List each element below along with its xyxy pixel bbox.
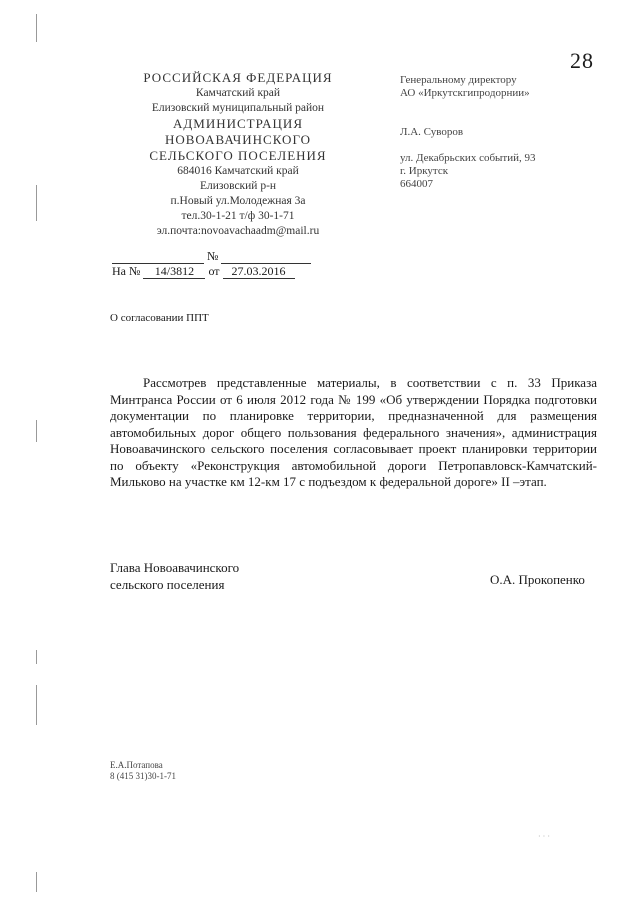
letter-body: Рассмотрев представленные материалы, в соответствии с п. 33 Приказа Минтранса России от 6 июля 2012 года № 199 «Об утверждении Порядка подготовки документации по планировке территории, предназначенной для размещения автомобильных дорог общего пользования федерального значения», администрация Новоавачинского сельского поселения согласовывает проект планировки территории по объекту «Реконструкция автомобильной дороги Петропавловск-Камчатский-Мильково на участке км 12-км 17 с подъездом к федеральной дороге» II –этап.	[110, 375, 597, 489]
margin-scan-mark	[36, 872, 37, 892]
incoming-number: 14/3812	[143, 265, 205, 279]
addressee-city: г. Иркутск	[400, 165, 449, 177]
addressee-line2: АО «Иркутскгипродорнии»	[400, 87, 530, 99]
margin-scan-mark	[36, 14, 37, 42]
margin-scan-mark	[36, 420, 37, 442]
addressee-street: ул. Декабрьских событий, 93	[400, 152, 536, 164]
executor-phone: 8 (415 31)30-1-71	[110, 771, 176, 781]
scan-artifact: · · ·	[538, 832, 550, 841]
letterhead-street: п.Новый ул.Молодежная 3а	[170, 195, 306, 207]
outgoing-number-label: №	[207, 249, 219, 263]
incoming-date: 27.03.2016	[223, 265, 295, 279]
letterhead-org-line1: АДМИНИСТРАЦИЯ	[173, 116, 303, 131]
addressee-line1: Генеральному директору	[400, 74, 517, 86]
letterhead-phone: тел.30-1-21 т/ф 30-1-71	[181, 210, 295, 222]
margin-scan-mark	[36, 650, 37, 664]
margin-scan-mark	[36, 685, 37, 725]
outgoing-reference	[112, 249, 311, 264]
outgoing-number-blank	[221, 250, 311, 264]
page-number: 28	[570, 48, 594, 73]
letterhead-org-line2: НОВОАВАЧИНСКОГО	[164, 132, 312, 147]
addressee-index: 664007	[400, 178, 433, 190]
letterhead-country: РОССИЙСКАЯ ФЕДЕРАЦИЯ	[143, 70, 333, 85]
incoming-date-label: от	[208, 264, 220, 278]
signatory-title-line1: Глава Новоавачинского	[110, 560, 240, 575]
addressee-name: Л.А. Суворов	[400, 126, 464, 138]
executor-name: Е.А.Потапова	[110, 760, 163, 770]
executor-block	[110, 760, 176, 782]
incoming-prefix: На №	[112, 264, 141, 278]
letterhead-org-line3: СЕЛЬСКОГО ПОСЕЛЕНИЯ	[149, 148, 327, 163]
letter-subject: О согласовании ППТ	[110, 312, 209, 324]
letterhead-town: Елизовский р-н	[199, 180, 277, 192]
addressee-block	[400, 74, 600, 191]
letterhead	[108, 70, 368, 239]
letterhead-district: Елизовский муниципальный район	[151, 102, 325, 114]
letterhead-index-region: 684016 Камчатский край	[177, 165, 299, 177]
outgoing-date-blank	[112, 250, 204, 264]
letterhead-email: эл.почта:novoavachaadm@mail.ru	[156, 225, 320, 237]
signatory-name: О.А. Прокопенко	[490, 572, 585, 587]
signatory-title	[110, 559, 239, 593]
signatory-title-line2: сельского поселения	[110, 577, 225, 592]
incoming-reference	[112, 264, 295, 279]
margin-scan-mark	[36, 185, 37, 221]
letterhead-region: Камчатский край	[195, 87, 281, 99]
